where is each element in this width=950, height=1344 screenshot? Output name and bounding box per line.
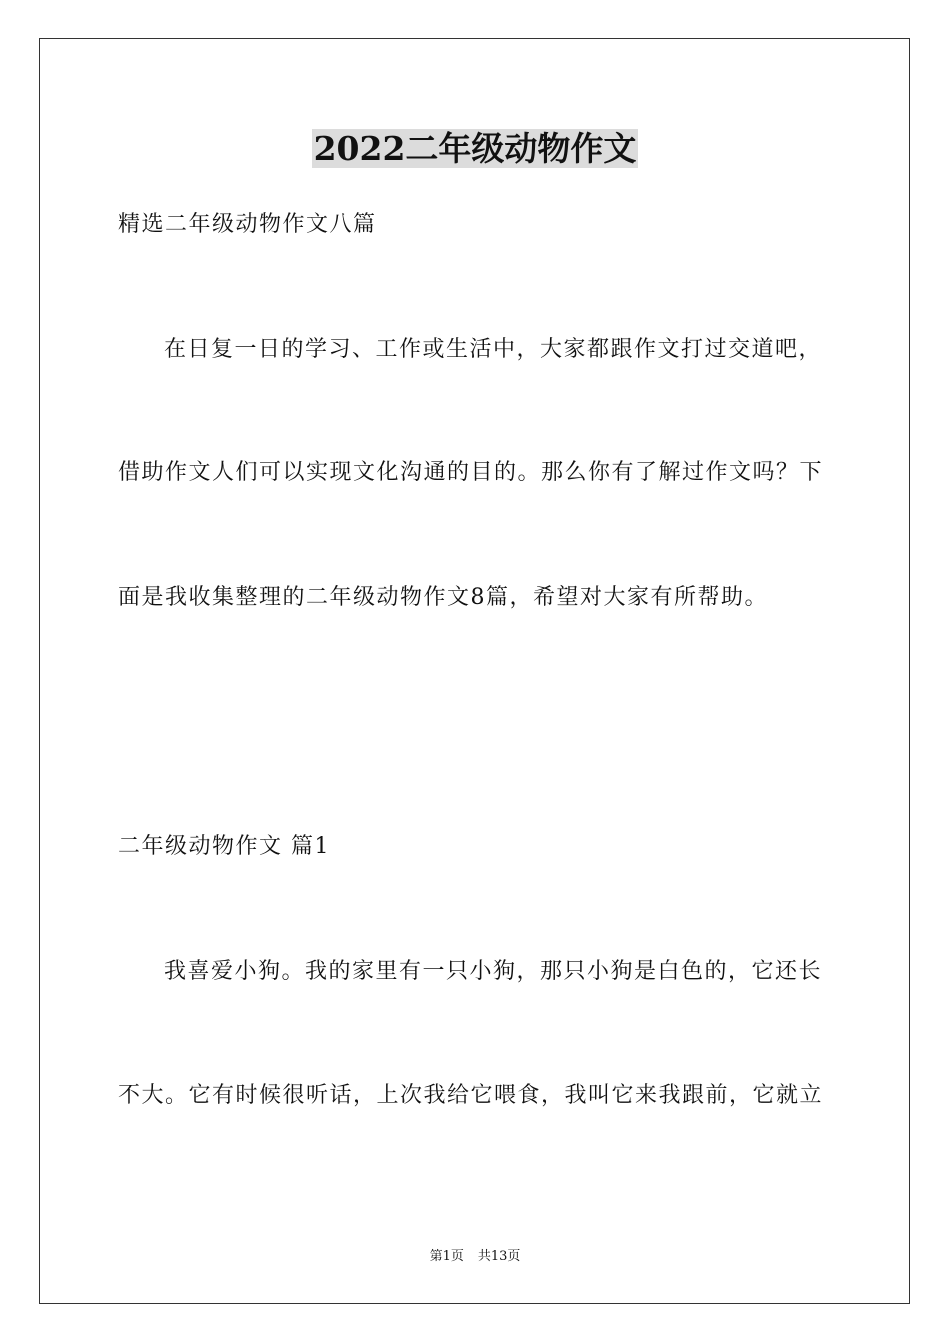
document-title	[0, 128, 950, 170]
section-paragraph-line: 我喜爱小狗。我的家里有一只小狗，那只小狗是白色的，它还长	[164, 959, 823, 984]
page-total: 共13页	[477, 1249, 521, 1264]
section-paragraph-line: 不大。它有时候很听话，上次我给它喂食，我叫它来我跟前，它就立	[118, 1083, 824, 1108]
section-heading: 二年级动物作文 篇1	[118, 834, 330, 859]
document-title-text: 2022二年级动物作文	[313, 129, 637, 168]
intro-paragraph-line: 借助作文人们可以实现文化沟通的目的。那么你有了解过作文吗？下	[118, 460, 824, 485]
intro-paragraph-line: 在日复一日的学习、工作或生活中，大家都跟作文打过交道吧，	[164, 337, 823, 362]
document-subtitle: 精选二年级动物作文八篇	[118, 212, 377, 237]
page-footer	[0, 1248, 950, 1266]
page-number: 第1页	[429, 1249, 464, 1264]
intro-paragraph-line: 面是我收集整理的二年级动物作文8篇，希望对大家有所帮助。	[118, 585, 768, 610]
